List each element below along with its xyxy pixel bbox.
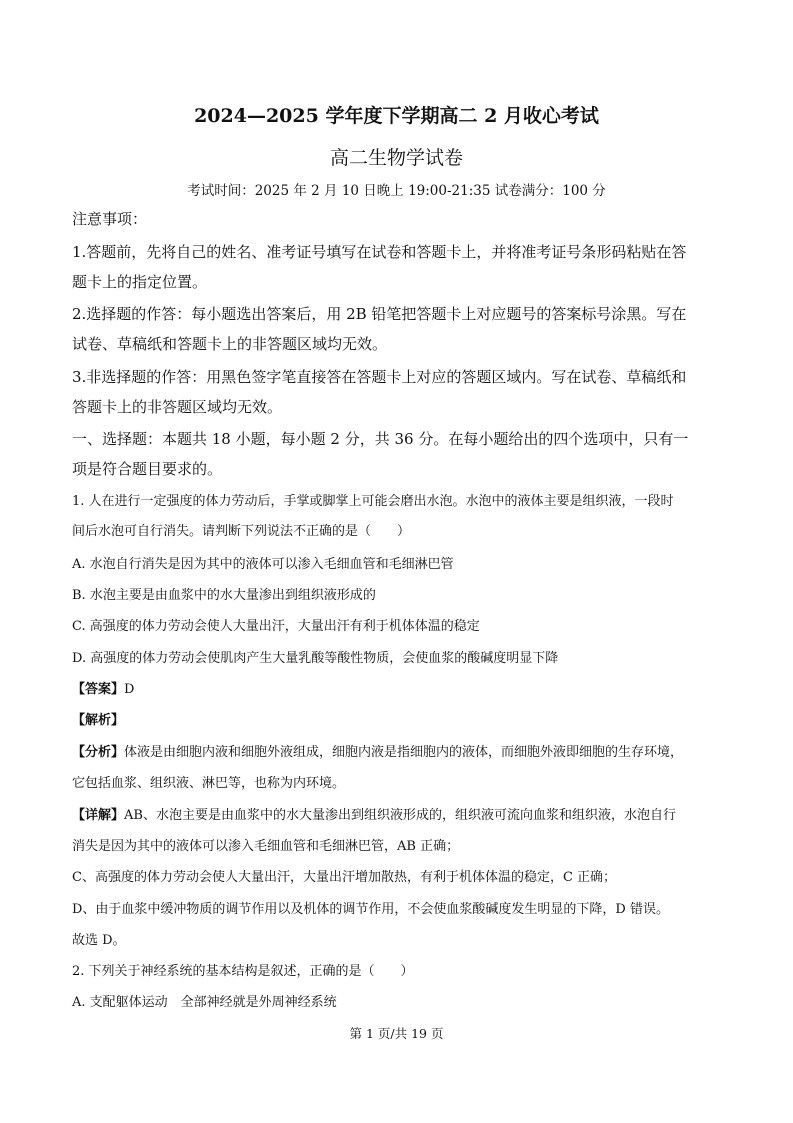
page-number: 第 1 页/共 19 页 xyxy=(349,1026,444,1041)
q1-detail-line-1 xyxy=(72,804,676,823)
exam-info: 考试时间：2025 年 2 月 10 日晚上 19:00-21:35 试卷满分：100 分 xyxy=(187,183,606,199)
notice-item-2-line-2: 试卷、草稿纸和答题卡上的非答题区域均无效。 xyxy=(72,335,388,353)
fenxi-text: 体液是由细胞内液和细胞外液组成，细胞内液是指细胞内的液体，而细胞外液即细胞的生存环境， xyxy=(124,745,684,760)
answer-value: D xyxy=(124,682,135,697)
q1-conclusion: 故选 D。 xyxy=(72,933,126,948)
detail-text: AB、水泡主要是由血浆中的水大量渗出到组织液形成的，组织液可流向血浆和组织液，水泡自行 xyxy=(124,808,676,823)
notice-item-2-line-1: 2.选择题的作答：每小题选出答案后，用 2B 铅笔把答题卡上对应题号的答案标号涂黑。写在 xyxy=(72,305,687,323)
q2-stem: 2. 下列关于神经系统的基本结构是叙述，正确的是（ ） xyxy=(72,964,414,979)
q1-detail-line-3: C、高强度的体力劳动会使人大量出汗，大量出汗增加散热，有利于机体体温的稳定，C 正确； xyxy=(72,870,617,885)
section-heading-line-2: 项是符合题目要求的。 xyxy=(72,460,223,478)
q1-fenxi-line-1 xyxy=(72,741,683,760)
q1-fenxi-line-2: 它包括血浆、组织液、淋巴等，也称为内环境。 xyxy=(72,776,346,791)
detail-tag: 【详解】 xyxy=(72,808,125,823)
q1-answer xyxy=(72,678,134,697)
q1-detail-line-2: 消失是因为其中的液体可以渗入毛细血管和毛细淋巴管，AB 正确； xyxy=(72,839,460,854)
q1-detail-line-4: D、由于血浆中缓冲物质的调节作用以及机体的调节作用，不会使血浆酸碱度发生明显的下降，D 错误。 xyxy=(72,902,669,917)
notice-item-1-line-1: 1.答题前，先将自己的姓名、准考证号填写在试卷和答题卡上，并将准考证号条形码粘贴在答 xyxy=(72,243,687,261)
q1-option-a: A. 水泡自行消失是因为其中的液体可以渗入毛细血管和毛细淋巴管 xyxy=(72,557,454,572)
notice-heading: 注意事项： xyxy=(72,210,148,228)
q1-stem-line-2: 间后水泡可自行消失。请判断下列说法不正确的是（ ） xyxy=(72,524,411,539)
fenxi-tag: 【分析】 xyxy=(72,745,125,760)
exam-title: 2024—2025 学年度下学期高二 2 月收心考试 xyxy=(194,105,599,127)
answer-tag: 【答案】 xyxy=(72,682,125,697)
q1-option-d: D. 高强度的体力劳动会使肌肉产生大量乳酸等酸性物质，会使血浆的酸碱度明显下降 xyxy=(72,651,559,666)
section-heading-line-1: 一、选择题：本题共 18 小题，每小题 2 分，共 36 分。在每小题给出的四个选项中，只有一 xyxy=(72,430,689,448)
notice-item-3-line-1: 3.非选择题的作答：用黑色签字笔直接答在答题卡上对应的答题区域内。写在试卷、草稿纸和 xyxy=(72,368,687,386)
q1-option-b: B. 水泡主要是由血浆中的水大量渗出到组织液形成的 xyxy=(72,588,376,603)
q1-stem-line-1: 1. 人在进行一定强度的体力劳动后，手掌或脚掌上可能会磨出水泡。水泡中的液体主要是组织液，一段时 xyxy=(72,494,674,509)
q2-option-a: A. 支配躯体运动 全部神经就是外周神经系统 xyxy=(72,995,337,1010)
q1-analysis-tag: 【解析】 xyxy=(72,713,125,728)
paper-subtitle: 高二生物学试卷 xyxy=(329,147,463,169)
q1-option-c: C. 高强度的体力劳动会使人大量出汗，大量出汗有利于机体体温的稳定 xyxy=(72,619,480,634)
notice-item-3-line-2: 答题卡上的非答题区域均无效。 xyxy=(72,398,283,416)
notice-item-1-line-2: 题卡上的指定位置。 xyxy=(72,273,208,291)
